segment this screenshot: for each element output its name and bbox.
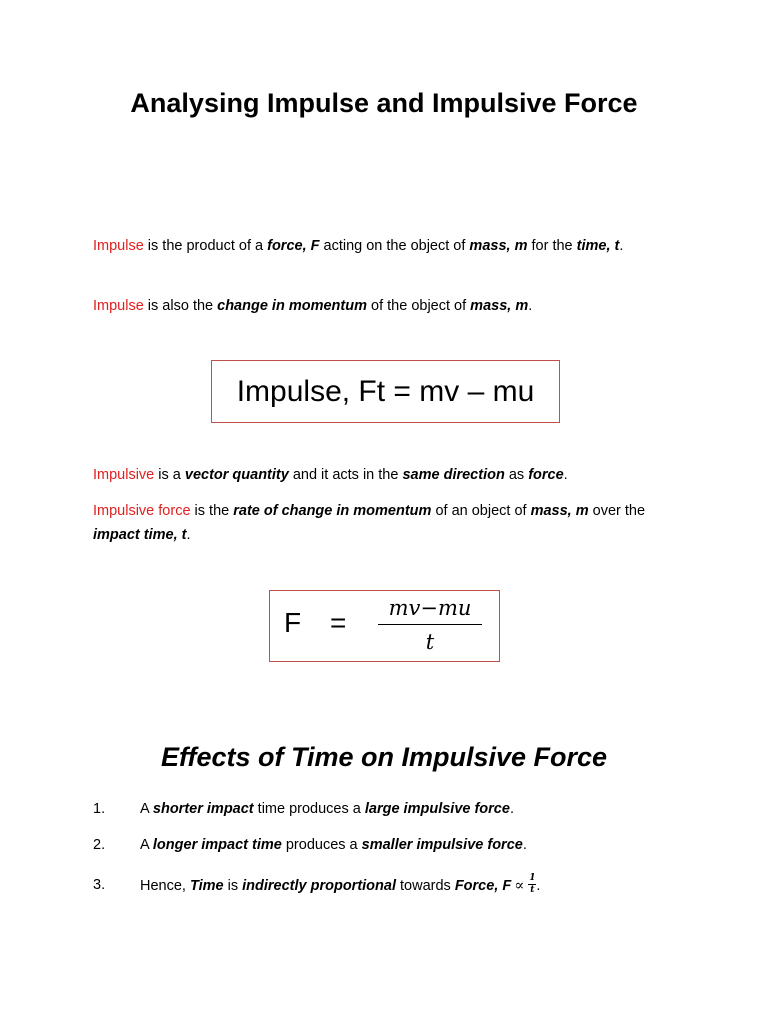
text: A — [140, 801, 153, 817]
text: Hence, — [140, 878, 190, 894]
list-text — [140, 834, 527, 856]
text: towards — [395, 878, 455, 894]
inline-fraction — [528, 874, 536, 895]
list-text — [140, 798, 514, 820]
text: . — [619, 238, 624, 254]
text: . — [536, 878, 541, 894]
impulsive-force-formula-box — [269, 590, 500, 662]
impulse-formula: Impulse, Ft = mv – mu — [236, 374, 535, 408]
keyword: smaller impulsive force — [361, 837, 523, 853]
impulse-definition-paragraph — [93, 234, 653, 258]
text: of an object of — [431, 503, 531, 519]
text: . — [528, 298, 533, 314]
keyword: change in momentum — [217, 298, 367, 314]
proportional-symbol: ∝ — [514, 876, 525, 894]
text: of the object of — [366, 298, 471, 314]
text: for the — [527, 238, 577, 254]
fraction-bar — [378, 624, 482, 625]
text: is — [223, 878, 243, 894]
list-number: 1. — [93, 801, 106, 817]
impulsive-force-paragraph — [93, 499, 653, 547]
keyword: large impulsive force — [364, 801, 510, 817]
text: is a — [154, 467, 185, 483]
keyword: Time — [189, 878, 224, 894]
keyword: rate of change in momentum — [233, 503, 432, 519]
text: . — [186, 527, 191, 543]
text: produces a — [281, 837, 362, 853]
inline-fraction-numerator: 1 — [529, 872, 536, 883]
keyword: Force, F — [454, 878, 512, 894]
keyword: force — [528, 467, 564, 483]
text: is also the — [143, 298, 218, 314]
term-impulsive-force: Impulsive force — [93, 503, 191, 519]
keyword: mass, m — [469, 238, 528, 254]
page-title: Analysing Impulse and Impulsive Force — [130, 88, 638, 118]
keyword: longer impact time — [152, 837, 282, 853]
text: is the — [190, 503, 234, 519]
text: . — [522, 837, 527, 853]
section-heading: Effects of Time on Impulsive Force — [160, 742, 608, 772]
keyword: impact time, t — [93, 527, 187, 543]
formula-equals: = — [330, 607, 347, 638]
keyword: time, t — [576, 238, 620, 254]
text: as — [504, 467, 529, 483]
text: A — [140, 837, 153, 853]
formula-lhs: F — [284, 607, 302, 638]
keyword: indirectly proportional — [242, 878, 396, 894]
keyword: same direction — [402, 467, 505, 483]
term-impulse: Impulse — [93, 298, 144, 314]
fraction-numerator: mv−mu — [388, 596, 472, 620]
list-number: 2. — [93, 837, 106, 853]
impulse-formula-box — [211, 360, 560, 423]
text: and it acts in the — [288, 467, 403, 483]
text: . — [509, 801, 514, 817]
text: over the — [588, 503, 646, 519]
impulsive-vector-paragraph — [93, 463, 653, 487]
keyword: shorter impact — [152, 801, 254, 817]
text: . — [563, 467, 568, 483]
keyword: mass, m — [470, 298, 529, 314]
keyword: vector quantity — [184, 467, 289, 483]
list-number: 3. — [93, 877, 106, 893]
fraction-denominator: t — [425, 630, 435, 654]
formula-fraction — [378, 595, 482, 654]
term-impulsive: Impulsive — [93, 467, 155, 483]
keyword: force, F — [267, 238, 320, 254]
text: time produces a — [253, 801, 365, 817]
list-text — [140, 874, 540, 897]
impulse-momentum-paragraph — [93, 294, 653, 318]
text: acting on the object of — [319, 238, 470, 254]
text: is the product of a — [143, 238, 268, 254]
inline-fraction-denominator: t — [530, 884, 535, 895]
keyword: mass, m — [530, 503, 589, 519]
term-impulse: Impulse — [93, 238, 144, 254]
